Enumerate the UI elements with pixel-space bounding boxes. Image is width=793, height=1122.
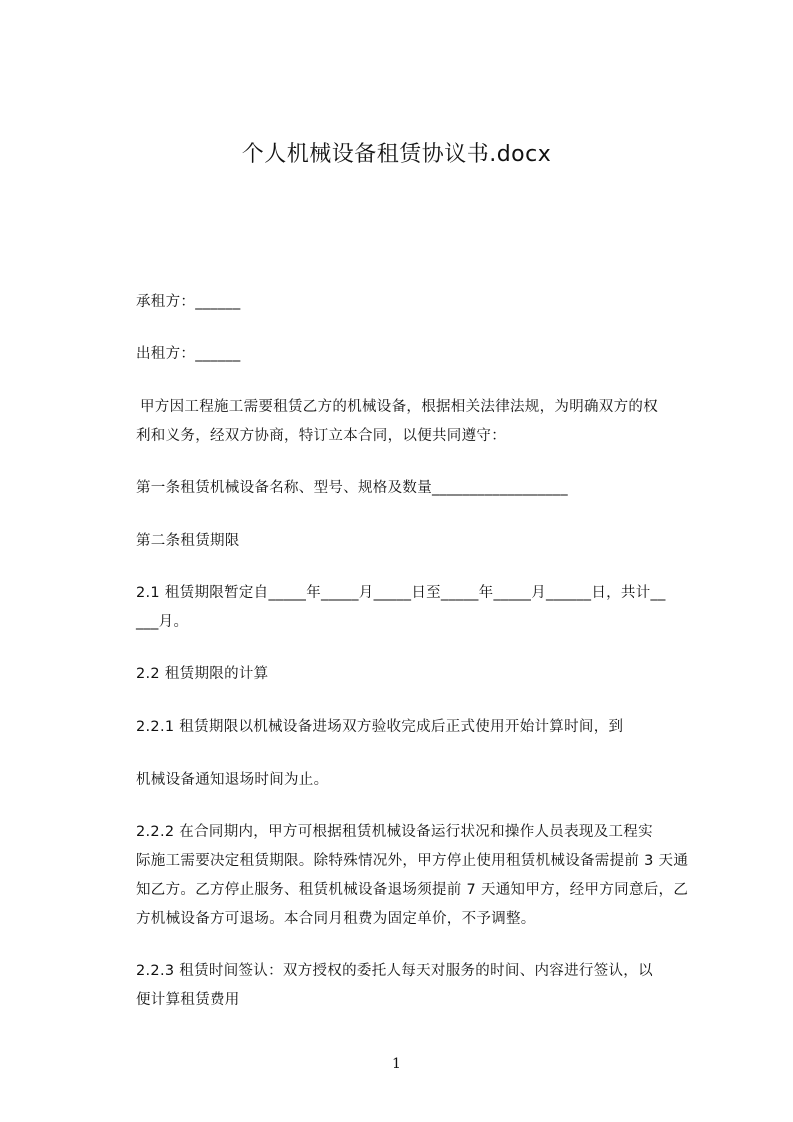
article-2-heading: 第二条租赁期限 bbox=[136, 533, 240, 549]
clause-2-2-2-line-1: 2.2.2 在合同期内，甲方可根据租赁机械设备运行状况和操作人员表现及工程实 bbox=[136, 824, 653, 840]
intro-line-2: 利和义务，经双方协商，特订立本合同，以便共同遵守： bbox=[136, 428, 506, 444]
clause-2-2-2-line-2: 际施工需要决定租赁期限。除特殊情况外，甲方停止使用租赁机械设备需提前 3 天通 bbox=[136, 853, 689, 869]
lessee-line: 承租方：______ bbox=[136, 294, 241, 310]
lessor-line: 出租方：______ bbox=[136, 346, 241, 362]
clause-2-2-2 bbox=[136, 818, 708, 934]
clause-2-2-2-line-3: 知乙方。乙方停止服务、租赁机械设备退场须提前 7 天通知甲方，经甲方同意后，乙 bbox=[136, 882, 689, 898]
clause-2-2-2-line-4: 方机械设备方可退场。本合同月租费为固定单价，不予调整。 bbox=[136, 911, 536, 927]
clause-2-2-3 bbox=[136, 957, 708, 1015]
clause-2-1 bbox=[136, 579, 708, 637]
clause-2-1-line-2: ___月。 bbox=[136, 614, 189, 630]
intro-line-1: 甲方因工程施工需要租赁乙方的机械设备，根据相关法律法规，为明确双方的权 bbox=[140, 399, 658, 415]
clause-2-2-1-continuation: 机械设备通知退场时间为止。 bbox=[136, 772, 329, 788]
document-title: 个人机械设备租赁协议书.docx bbox=[241, 142, 552, 167]
intro-paragraph bbox=[136, 393, 708, 451]
article-1-heading: 第一条租赁机械设备名称、型号、规格及数量__________________ bbox=[136, 480, 568, 496]
page-number: 1 bbox=[392, 1056, 401, 1072]
clause-2-2-3-line-2: 便计算租赁费用 bbox=[136, 992, 240, 1008]
clause-2-2-1: 2.2.1 租赁期限以机械设备进场双方验收完成后正式使用开始计算时间，到 bbox=[136, 719, 624, 735]
clause-2-2-3-line-1: 2.2.3 租赁时间签认：双方授权的委托人每天对服务的时间、内容进行签认，以 bbox=[136, 963, 653, 979]
clause-2-2-heading: 2.2 租赁期限的计算 bbox=[136, 666, 269, 682]
clause-2-1-line-1: 2.1 租赁期限暂定自_____年_____月_____日至_____年_____月______日，共计__ bbox=[136, 585, 666, 601]
